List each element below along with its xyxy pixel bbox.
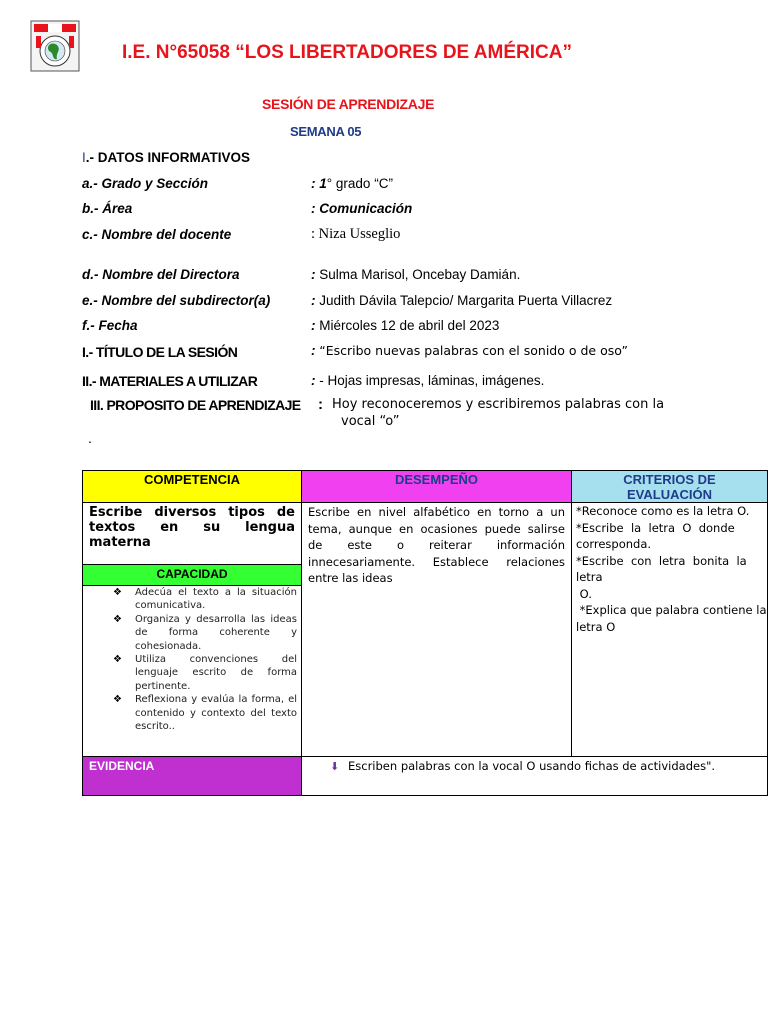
teacher-label: c.- Nombre del docente [82, 227, 232, 242]
capacidad-item: ❖ Organiza y desarrolla las ideas de forma coherente y cohesionada. [135, 613, 297, 653]
school-title: I.E. N°65058 “LOS LIBERTADORES DE AMÉRICA” [122, 42, 572, 63]
capacidad-list [83, 586, 301, 733]
capacidad-item: ❖ Adecúa el texto a la situación comunicativa. [135, 586, 297, 613]
grade-value: : 1° grado “C” [311, 176, 393, 191]
stray-dot: . [88, 430, 92, 446]
purpose-line-1: Hoy reconoceremos y escribiremos palabras con la [332, 397, 665, 412]
competencia-line: Escribe diversos tipos de [89, 505, 295, 520]
competencia-cell [82, 502, 302, 565]
teacher-value: : Niza Usseglio [311, 226, 401, 242]
criterio-line: letra O [576, 619, 616, 634]
area-value: : Comunicación [311, 201, 413, 216]
capacidad-cell [82, 585, 302, 757]
session-title: SESIÓN DE APRENDIZAJE [262, 96, 435, 112]
director-value: : Sulma Marisol, Oncebay Damián. [311, 267, 521, 282]
competencia-line: materna [89, 535, 151, 550]
grade-label: a.- Grado y Sección [82, 176, 209, 191]
criterio-line: *Escribe con letra bonita la [576, 553, 747, 568]
criterio-line: corresponda. [576, 537, 652, 551]
criterio-line: *Reconoce como es la letra O. [576, 504, 750, 518]
purpose-colon: : [318, 396, 323, 413]
capacidad-header: CAPACIDAD [82, 564, 302, 586]
criterio-line: *Escribe la letra O donde [576, 520, 735, 535]
date-value: : Miércoles 12 de abril del 2023 [311, 318, 500, 333]
criterio-line: letra [576, 570, 603, 584]
school-logo [30, 20, 80, 72]
arrow-bullet-icon: ⬇ [330, 760, 340, 773]
evidencia-cell [301, 756, 768, 796]
materials-value: : - Hojas impresas, láminas, imágenes. [311, 373, 545, 388]
capacidad-item: ❖ Reflexiona y evalúa la forma, el contenido y contexto del texto escrito.. [135, 693, 297, 733]
section-heading-text: .- DATOS INFORMATIVOS [85, 150, 251, 165]
evidencia-text: Escriben palabras con la vocal O usando fichas de actividades". [348, 759, 716, 773]
date-label: f.- Fecha [82, 318, 138, 333]
director-label: d.- Nombre del Directora [82, 267, 240, 282]
evidencia-header: EVIDENCIA [82, 756, 302, 796]
criterios-header: CRITERIOS DE EVALUACIÓN [571, 470, 768, 503]
section-heading-datos [82, 150, 250, 165]
desempeno-cell: Escribe en nivel alfabético en torno a un tema, aunque en ocasiones puede salirse de este o reiterar información innecesariamente. Establece relaciones entre las ideas [301, 502, 572, 757]
materials-label: II.- MATERIALES A UTILIZAR [82, 373, 258, 389]
desempeno-header: DESEMPEÑO [301, 470, 572, 503]
session-title-label: I.- TÍTULO DE LA SESIÓN [82, 344, 238, 360]
criterio-line: *Explica que palabra contiene la [576, 603, 767, 617]
subdirector-value: : Judith Dávila Talepcio/ Margarita Puerta Villacrez [311, 293, 613, 308]
purpose-label: III. PROPOSITO DE APRENDIZAJE [90, 397, 301, 413]
week-label: SEMANA 05 [290, 124, 362, 139]
section-roman: I [82, 150, 86, 165]
criterios-cell [571, 502, 768, 757]
area-label: b.- Área [82, 201, 133, 216]
criterio-line: O. [576, 586, 592, 601]
purpose-line-2: vocal “o” [341, 414, 400, 429]
learning-table [82, 470, 768, 796]
session-title-value: : “Escribo nuevas palabras con el sonido o de oso” [311, 343, 628, 358]
subdirector-label: e.- Nombre del subdirector(a) [82, 293, 271, 308]
competencia-header: COMPETENCIA [82, 470, 302, 503]
competencia-line: textos en su lengua [89, 520, 295, 535]
capacidad-item: ❖ Utiliza convenciones del lenguaje escrito de forma pertinente. [135, 653, 297, 693]
